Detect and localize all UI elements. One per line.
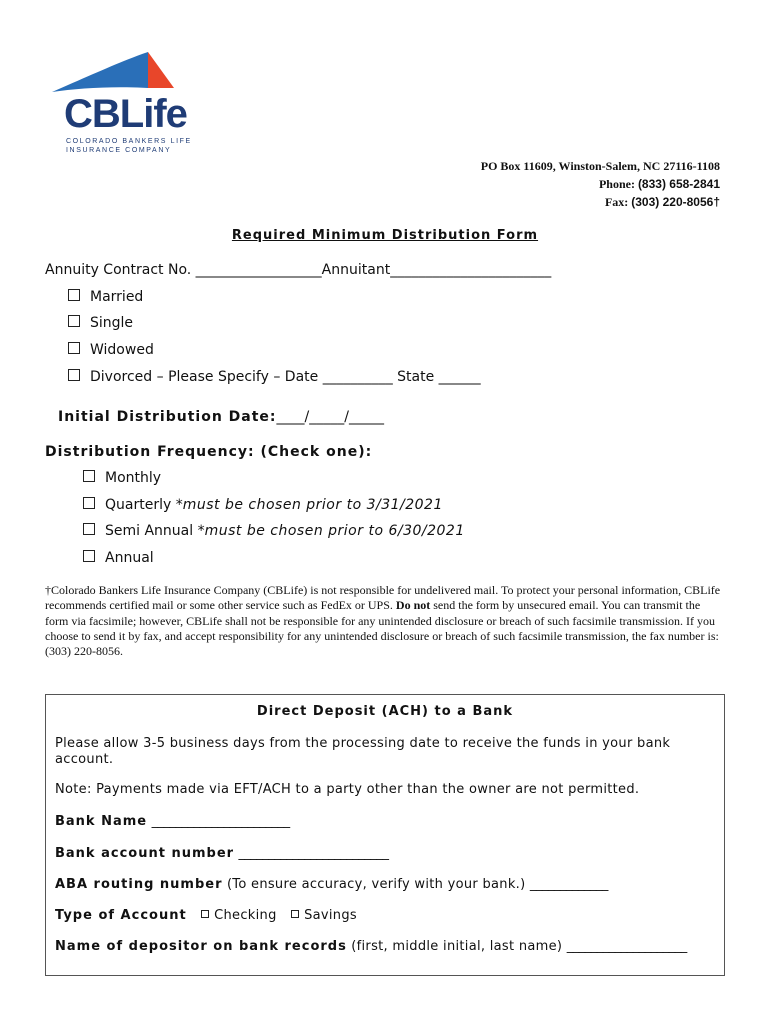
company-address-block [481, 157, 720, 211]
phone-number: (833) 658-2841 [637, 177, 720, 191]
account-type-field [55, 908, 357, 924]
annual-checkbox[interactable] [83, 550, 95, 562]
form-title: Required Minimum Distribution Form [231, 228, 539, 243]
depositor-name-blank[interactable]: ____________________ [566, 939, 687, 954]
ach-processing-note: Please allow 3-5 business days from the processing date to receive the funds in your bank account. [55, 736, 671, 767]
option-single[interactable] [68, 315, 133, 331]
quarterly-checkbox[interactable] [83, 497, 95, 509]
phone-line [481, 175, 720, 193]
logo-subtext-line1: COLORADO BANKERS LIFE [66, 138, 192, 145]
quarterly-label: Quarterly * [105, 497, 183, 513]
option-semi-annual[interactable] [83, 523, 465, 539]
savings-checkbox[interactable] [291, 910, 299, 918]
married-label: Married [90, 289, 144, 305]
semi-annual-label: Semi Annual * [105, 523, 205, 539]
savings-label: Savings [304, 908, 357, 923]
divorced-checkbox[interactable] [68, 369, 80, 381]
disclaimer-part1: †Colorado Bankers Life Insurance Company (CBLife) is not responsible for undelivered mail. To protect your personal information, CBLife recommends certified mail or some other service such as FedEx or UPS. [45, 583, 721, 613]
option-quarterly[interactable] [83, 497, 443, 513]
checking-checkbox[interactable] [201, 910, 209, 918]
monthly-label: Monthly [105, 470, 162, 486]
fax-number: (303) 220-8056† [631, 195, 720, 209]
bank-name-blank[interactable]: _______________________ [151, 814, 290, 829]
phone-label: Phone: [598, 177, 635, 191]
semi-annual-note: must be chosen prior to 6/30/2021 [204, 523, 465, 539]
depositor-name-instruction: (first, middle initial, last name) [351, 939, 563, 954]
initial-distribution-date[interactable] [58, 409, 384, 425]
bank-account-blank[interactable]: _________________________ [238, 846, 389, 861]
bank-name-label: Bank Name [55, 814, 148, 829]
widowed-checkbox[interactable] [68, 342, 80, 354]
disclaimer-do-not: Do not [395, 598, 431, 613]
option-widowed[interactable] [68, 342, 154, 358]
mail-fax-disclaimer [45, 583, 725, 659]
frequency-label: Distribution Frequency: (Check one): [45, 444, 373, 460]
aba-routing-field[interactable] [55, 877, 608, 893]
widowed-label: Widowed [90, 342, 154, 358]
bank-name-field[interactable] [55, 814, 290, 830]
contract-annuitant-line[interactable]: Annuity Contract No. __________________Annuitant_______________________ [45, 262, 552, 278]
ach-title: Direct Deposit (ACH) to a Bank [256, 704, 514, 719]
option-married[interactable] [68, 289, 143, 305]
logo-subtext-line2: INSURANCE COMPANY [66, 147, 172, 154]
initial-date-blanks[interactable]: ____/_____/_____ [276, 409, 384, 425]
checking-label: Checking [214, 908, 277, 923]
single-label: Single [90, 315, 134, 331]
bank-account-field[interactable] [55, 846, 389, 862]
quarterly-note: must be chosen prior to 3/31/2021 [182, 497, 443, 513]
option-divorced[interactable] [68, 369, 481, 385]
aba-routing-instruction: (To ensure accuracy, verify with your bank.) [226, 877, 526, 892]
bank-account-label: Bank account number [55, 846, 235, 861]
depositor-name-field[interactable] [55, 939, 687, 955]
depositor-name-label: Name of depositor on bank records [55, 939, 347, 954]
logo-text: CBLife [64, 92, 187, 136]
fax-line [481, 193, 720, 211]
single-checkbox[interactable] [68, 315, 80, 327]
divorced-label: Divorced – Please Specify – Date __________ State ______ [90, 369, 481, 385]
logo-orange-triangle [148, 52, 174, 88]
account-type-label: Type of Account [55, 908, 187, 923]
logo-blue-swoosh [52, 52, 148, 92]
aba-routing-blank[interactable]: _____________ [529, 877, 608, 892]
disclaimer-part2: send the form by unsecured email. You can transmit the form via facsimile; however, CBLife shall not be responsible for any unintended disclosure or breach of such facsimile transmission. If you choose to send it by fax, and accept responsibility for any unintended disclosure or breach of such facsimile transmission, the fax number is: (303) 220-8056. [45, 598, 719, 659]
initial-date-label: Initial Distribution Date: [58, 409, 277, 425]
option-monthly[interactable] [83, 470, 161, 486]
annual-label: Annual [105, 550, 154, 566]
semi-annual-checkbox[interactable] [83, 523, 95, 535]
fax-label: Fax: [604, 195, 629, 209]
married-checkbox[interactable] [68, 289, 80, 301]
aba-routing-label: ABA routing number [55, 877, 223, 892]
logo-subtext [66, 137, 192, 155]
ach-owner-note: Note: Payments made via EFT/ACH to a party other than the owner are not permitted. [55, 782, 640, 797]
monthly-checkbox[interactable] [83, 470, 95, 482]
mailing-address: PO Box 11609, Winston-Salem, NC 27116-1108 [480, 159, 720, 173]
option-annual[interactable] [83, 550, 154, 566]
